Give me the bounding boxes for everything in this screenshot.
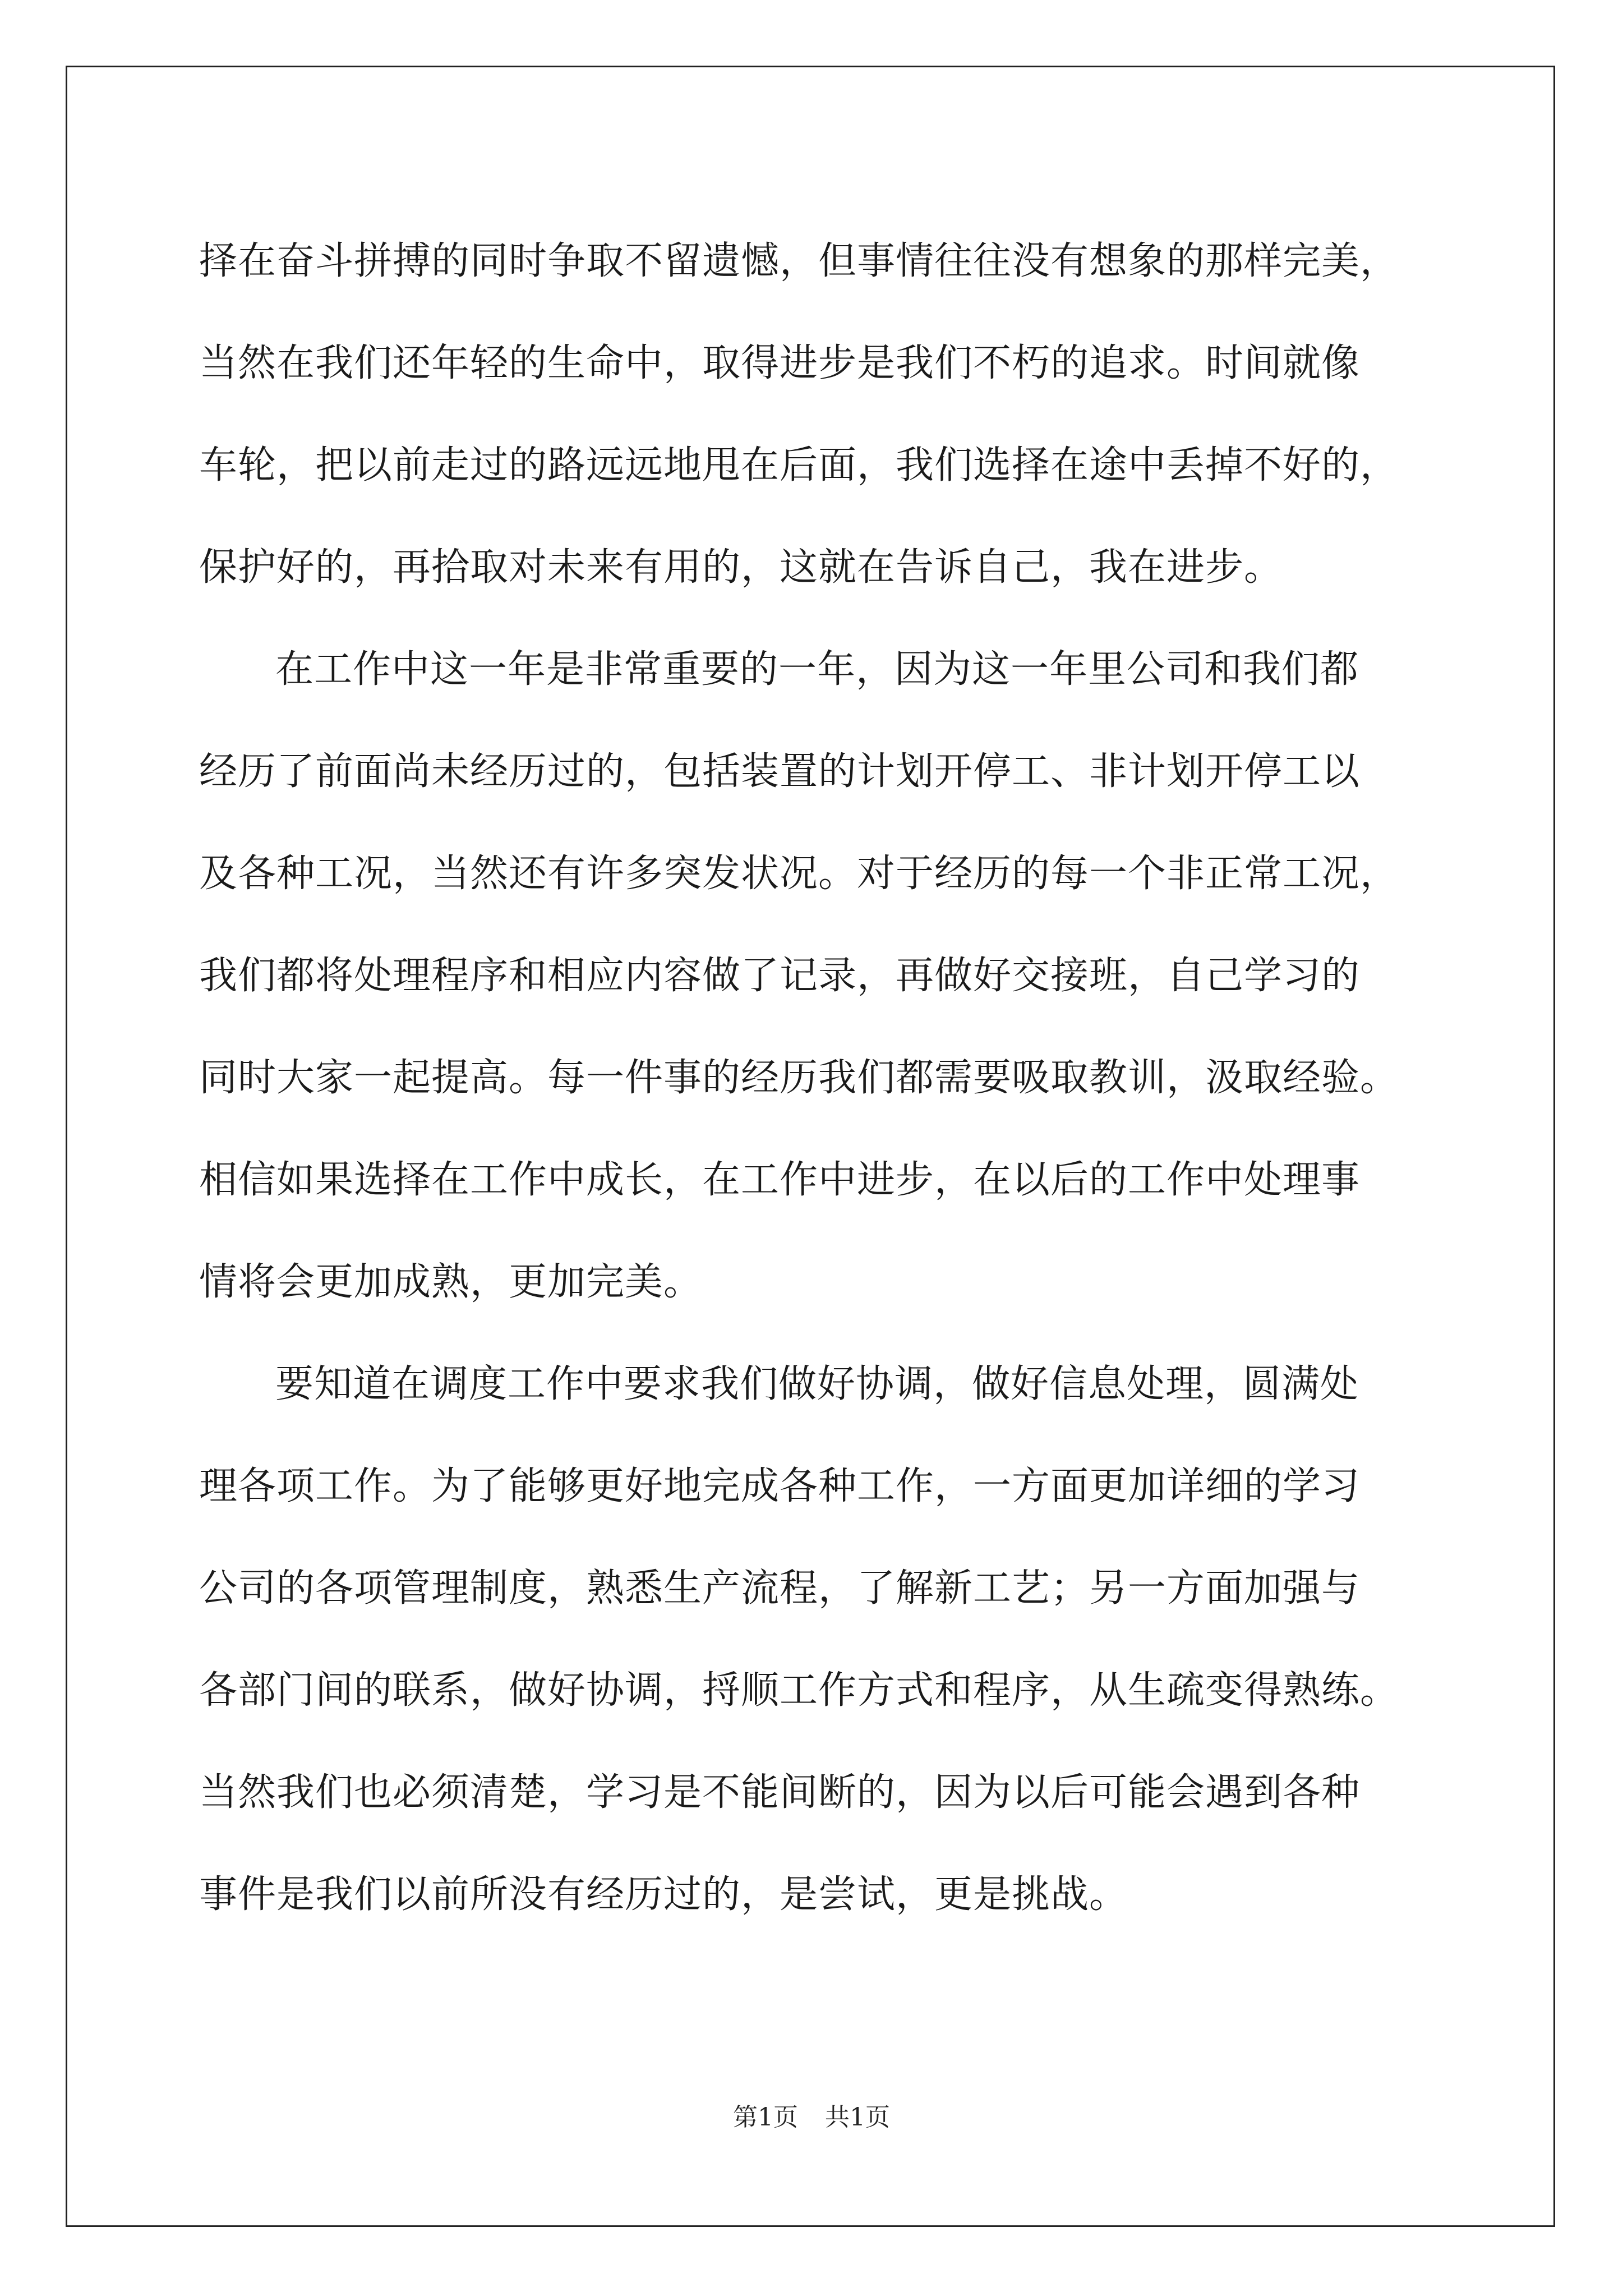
text-line: 同时大家一起提高。每一件事的经历我们都需要吸取教训，汲取经验。 [199,1056,1399,1100]
text-line: 及各种工况，当然还有许多突发状况。对于经历的每一个非正常工况， [199,852,1399,896]
text-line: 各部门间的联系，做好协调，捋顺工作方式和程序，从生疏变得熟练。 [199,1668,1399,1713]
document-body [199,210,1433,1946]
text-line: 保护好的，再拾取对未来有用的，这就在告诉自己，我在进步。 [199,545,1283,590]
text-line: 事件是我们以前所没有经历过的，是尝试，更是挑战。 [199,1872,1128,1917]
text-line: 理各项工作。为了能够更好地完成各种工作，一方面更加详细的学习 [199,1464,1361,1508]
paragraph-2 [199,619,1433,1333]
text-line: 相信如果选择在工作中成长，在工作中进步，在以后的工作中处理事 [199,1158,1361,1202]
text-line: 当然在我们还年轻的生命中，取得进步是我们不朽的追求。时间就像 [199,341,1361,385]
page-footer [0,2101,1623,2134]
text-line: 择在奋斗拼搏的同时争取不留遗憾，但事情往往没有想象的那样完美， [199,239,1399,283]
text-line: 车轮，把以前走过的路远远地甩在后面，我们选择在途中丢掉不好的， [199,443,1399,487]
text-line: 当然我们也必须清楚，学习是不能间断的，因为以后可能会遇到各种 [199,1770,1361,1815]
text-line: 公司的各项管理制度，熟悉生产流程，了解新工艺；另一方面加强与 [199,1566,1361,1611]
text-line: 在工作中这一年是非常重要的一年，因为这一年里公司和我们都 [275,647,1359,692]
text-line: 经历了前面尚未经历过的，包括装置的计划开停工、非计划开停工以 [199,749,1361,794]
paragraph-3 [199,1333,1433,1946]
text-line: 我们都将处理程序和相应内容做了记录，再做好交接班，自己学习的 [199,954,1361,998]
text-line: 要知道在调度工作中要求我们做好协调，做好信息处理，圆满处 [275,1362,1359,1406]
paragraph-1 [199,210,1433,619]
page-total: 共1页 [825,2103,890,2132]
page-number: 第1页 [733,2103,798,2132]
text-line: 情将会更加成熟，更加完美。 [199,1260,703,1304]
